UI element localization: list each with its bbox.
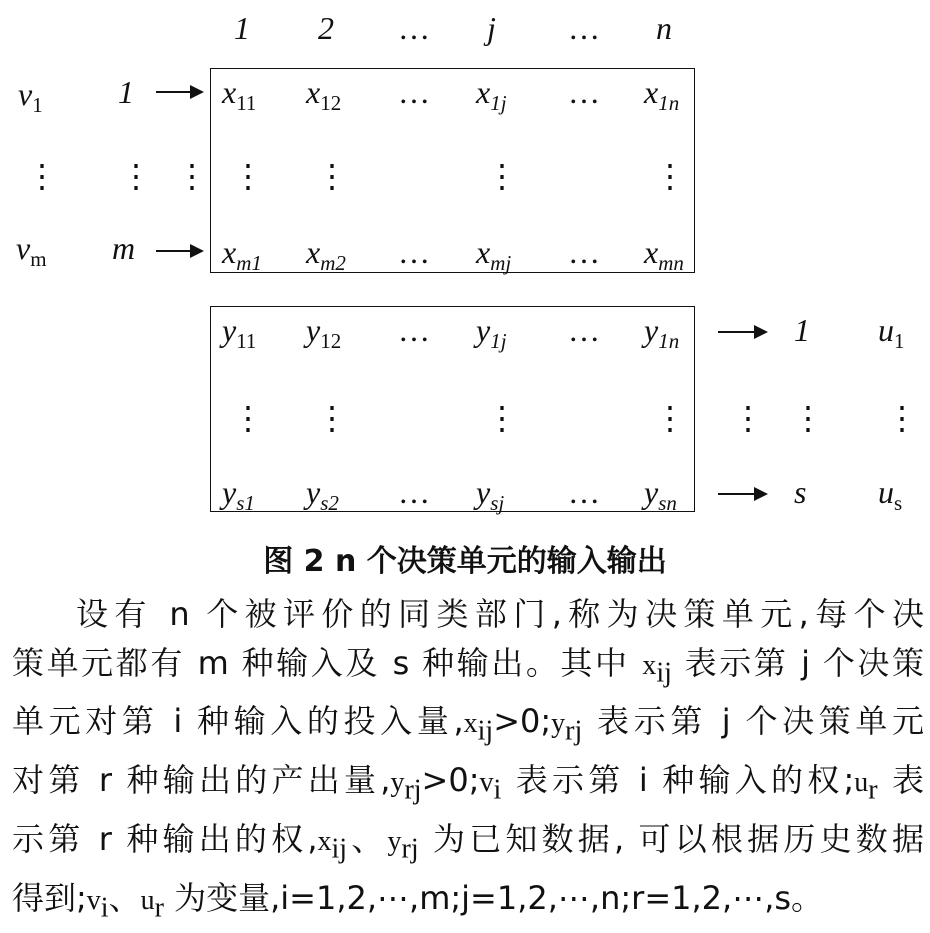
weight-u1: $u_1$ — [878, 312, 905, 353]
col-header-ellipsis: … — [398, 10, 430, 46]
weight-dots: ⋮ — [886, 400, 918, 436]
input-index-dots: ⋮ — [176, 158, 208, 194]
matrix-cell: $y_{11}$ — [222, 312, 257, 353]
output-index-dots: ⋮ — [792, 400, 824, 436]
paragraph-line: 对第 r 种输出的产出量$,y_{rj}>0;v_i$ 表示第 i 种输入的权$;u_r$ 表 — [12, 761, 924, 806]
matrix-cell: $y_{sn}$ — [644, 474, 677, 515]
paragraph-line: 示第 r 种输出的权$,x_{ij}$、$y_{rj}$ 为已知数据, 可以根据历史数据 — [12, 820, 924, 865]
matrix-cell: $x_{11}$ — [222, 74, 257, 115]
col-header-ellipsis: … — [568, 10, 600, 46]
output-index-1: 1 — [794, 312, 810, 348]
input-index-dots: ⋮ — [120, 158, 152, 194]
matrix-cell: ⋮ — [654, 400, 686, 436]
matrix-cell: … — [568, 234, 600, 270]
body-paragraph — [12, 590, 924, 933]
matrix-cell: … — [568, 474, 600, 510]
matrix-cell: $x_{mn}$ — [644, 234, 684, 275]
output-matrix-box — [210, 306, 695, 515]
paragraph-line: 策单元都有 m 种输入及 s 种输出。其中 $x_{ij}$ 表示第 j 个决策 — [12, 643, 924, 688]
matrix-cell: $x_{12}$ — [306, 74, 342, 115]
paragraph-line: 设有 n 个被评价的同类部门,称为决策单元,每个决 — [76, 595, 924, 633]
col-header-j: j — [487, 10, 496, 46]
output-arrow-1 — [718, 331, 766, 333]
matrix-cell: $x_{m1}$ — [222, 234, 262, 275]
matrix-cell: $y_{1j}$ — [476, 312, 507, 353]
matrix-cell: ⋮ — [486, 158, 518, 194]
matrix-cell: ⋮ — [232, 158, 264, 194]
output-index-dots: ⋮ — [732, 400, 764, 436]
matrix-cell: ⋮ — [232, 400, 264, 436]
matrix-cell: $y_{s1}$ — [222, 474, 255, 515]
matrix-cell: $x_{m2}$ — [306, 234, 346, 275]
matrix-cell: ⋮ — [316, 400, 348, 436]
input-index-m: m — [112, 230, 136, 266]
matrix-cell: ⋮ — [486, 400, 518, 436]
matrix-cell: … — [398, 474, 430, 510]
weight-vm: $v_m$ — [16, 230, 47, 271]
output-index-s: s — [794, 474, 807, 510]
matrix-cell: ⋮ — [654, 158, 686, 194]
input-arrow-1 — [156, 91, 202, 93]
matrix-cell: $y_{1n}$ — [644, 312, 680, 353]
output-arrow-s — [718, 493, 766, 495]
matrix-cell: … — [398, 312, 430, 348]
matrix-cell: … — [568, 74, 600, 110]
matrix-cell: $y_{12}$ — [306, 312, 342, 353]
matrix-cell: … — [398, 74, 430, 110]
matrix-cell: $y_{sj}$ — [476, 474, 505, 515]
input-arrow-m — [156, 250, 202, 252]
matrix-cell: $x_{mj}$ — [476, 234, 512, 275]
figure-caption: 图 2 n 个决策单元的输入输出 — [263, 544, 667, 579]
input-matrix-box — [210, 68, 695, 273]
matrix-cell: $y_{s2}$ — [306, 474, 339, 515]
matrix-cell: … — [568, 312, 600, 348]
input-index-1: 1 — [118, 74, 134, 110]
matrix-cell: $x_{1n}$ — [644, 74, 680, 115]
paragraph-line: 得到$;v_i$、$u_r$ 为变量,i=1,2,⋯,m;j=1,2,⋯,n;r=1,2,⋯,s。 — [12, 879, 824, 924]
weight-us: $u_s$ — [878, 474, 903, 515]
matrix-cell: $x_{1j}$ — [476, 74, 507, 115]
matrix-cell: … — [398, 234, 430, 270]
paragraph-line: 单元对第 i 种输入的投入量$,x_{ij}>0;y_{rj}$ 表示第 j 个决策单元 — [12, 702, 924, 747]
col-header-n: n — [656, 10, 672, 46]
weight-v1: $v_1$ — [18, 76, 43, 117]
weight-dots: ⋮ — [26, 158, 58, 194]
col-header-1: 1 — [234, 10, 250, 46]
matrix-cell: ⋮ — [316, 158, 348, 194]
col-header-2: 2 — [318, 10, 334, 46]
